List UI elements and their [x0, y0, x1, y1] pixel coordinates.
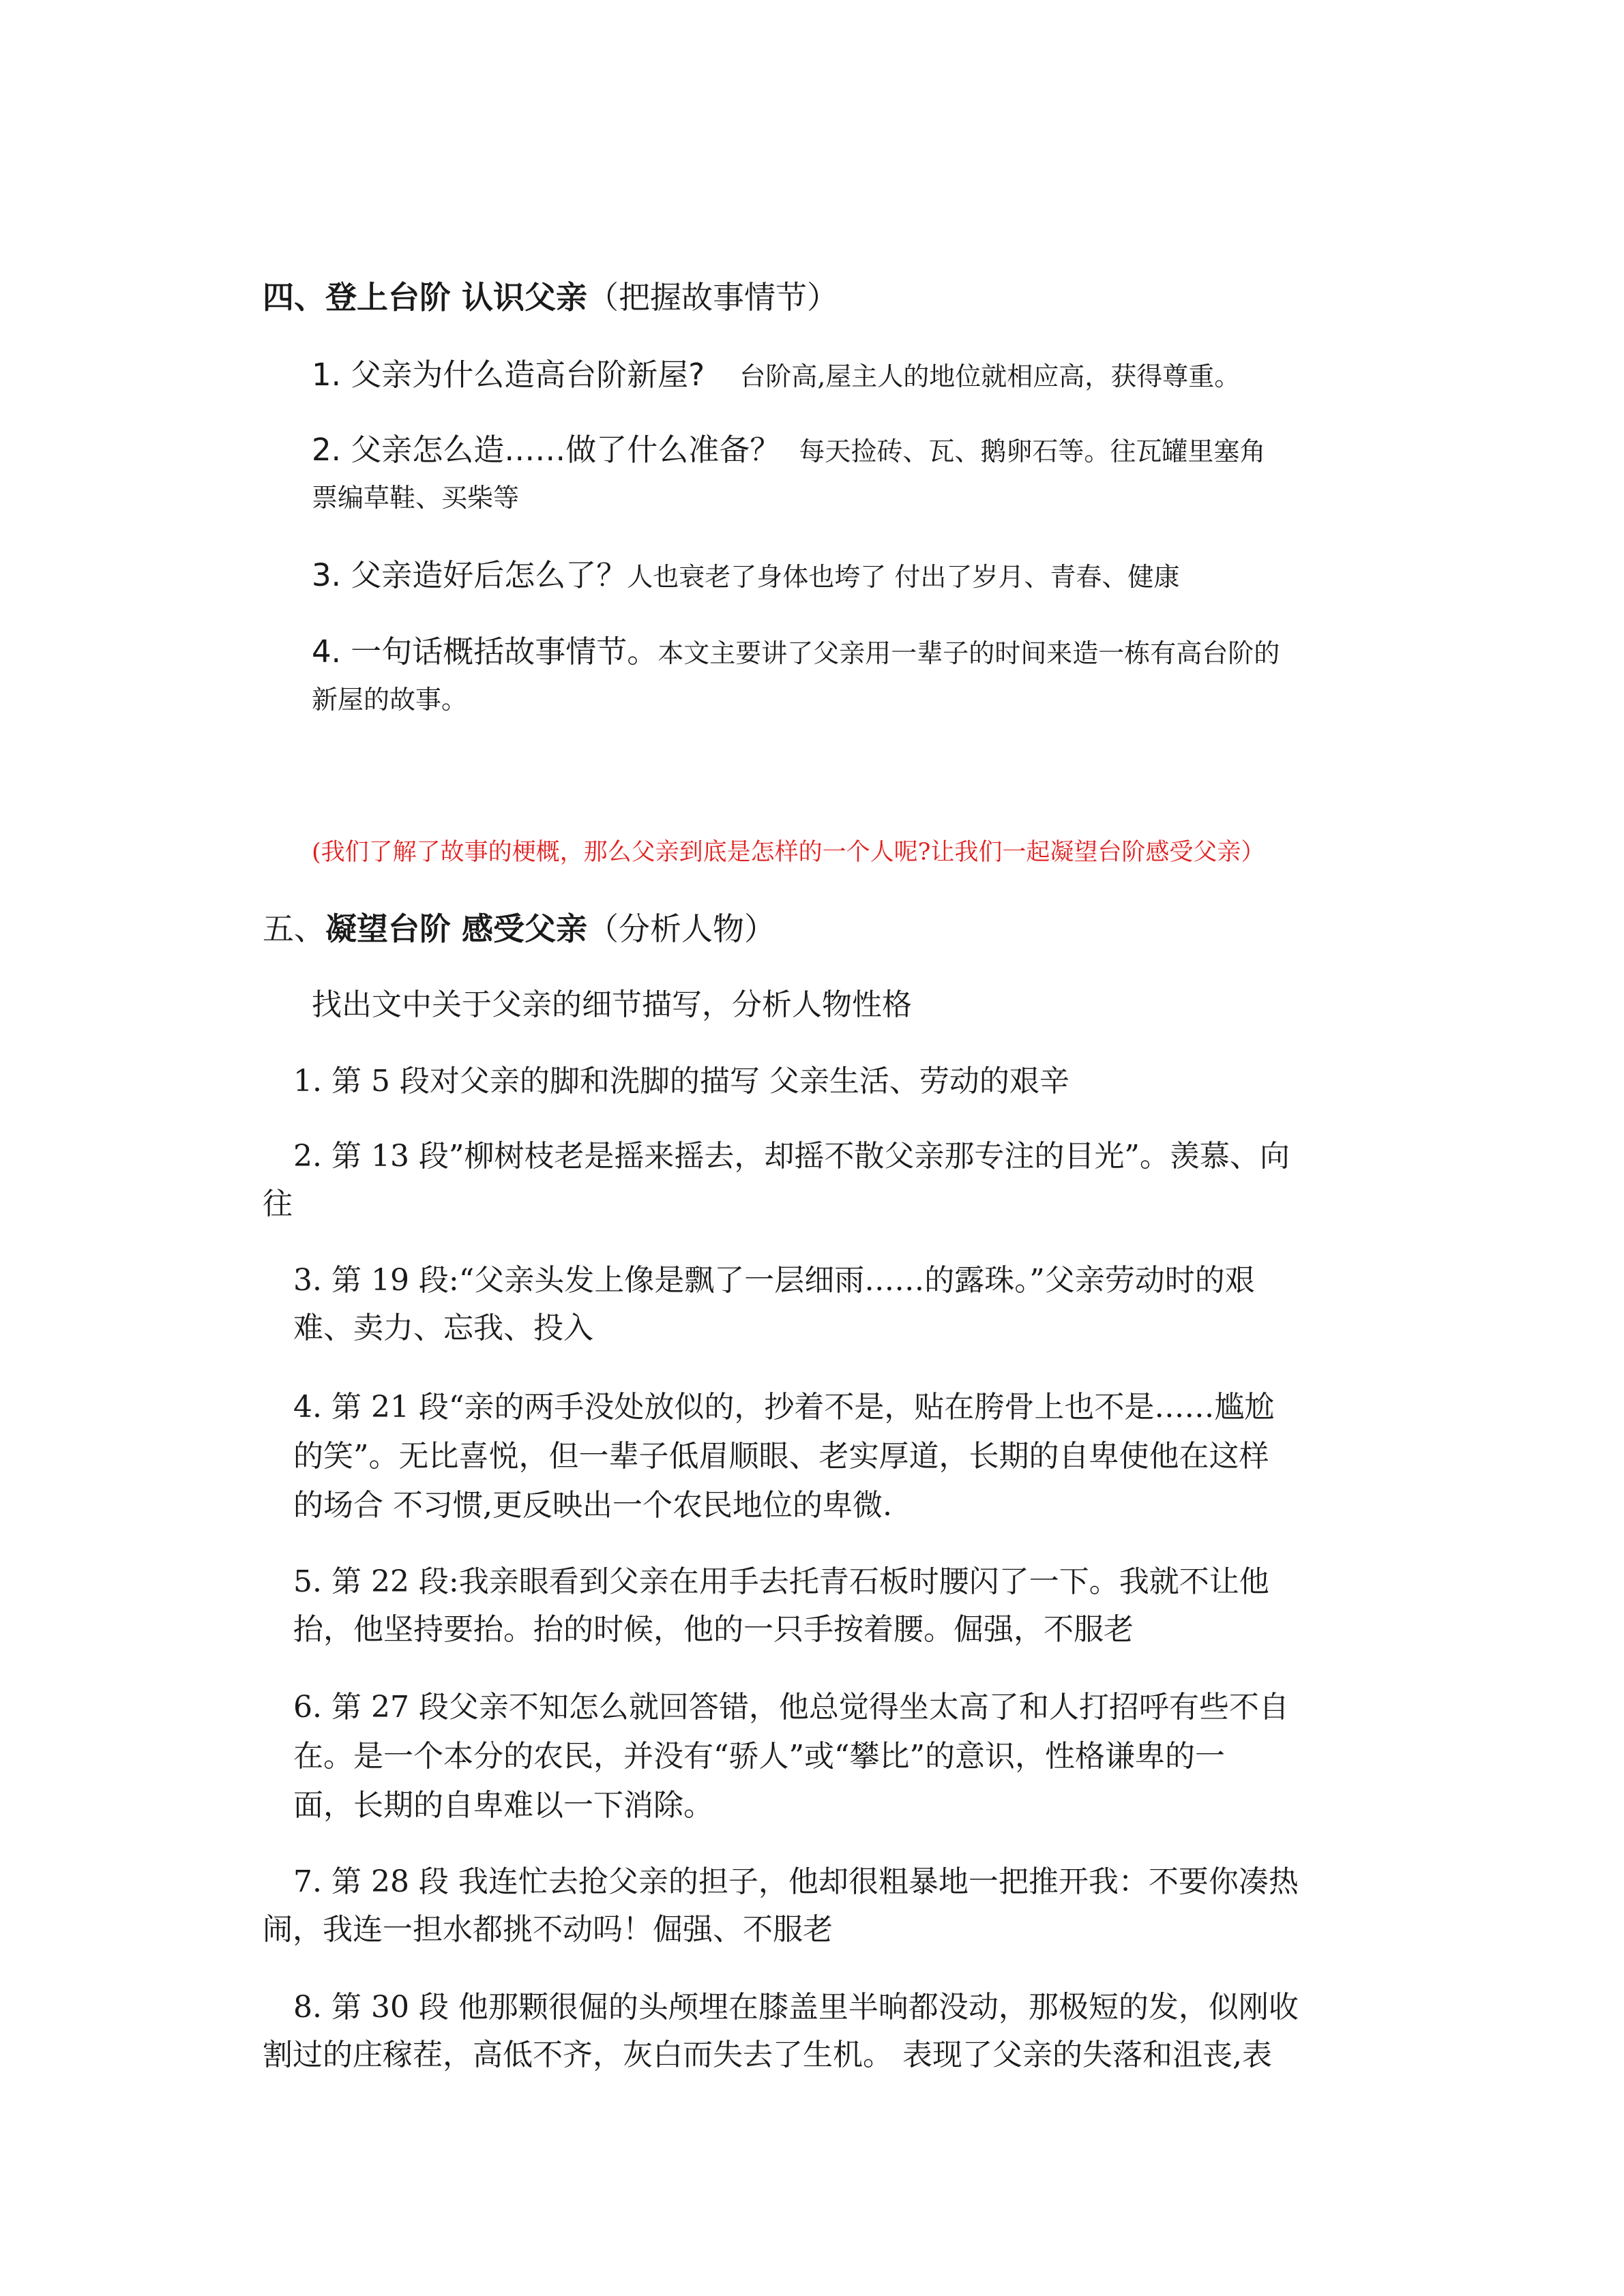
s5-item-8-line-2: 割过的庄稼茬，高低不齐，灰白而失去了生机。 表现了父亲的失落和沮丧,表	[263, 2038, 1272, 2072]
s5-item-2-line-2: 往	[263, 1187, 293, 1221]
section-5-heading-bold: 凝望台阶 感受父亲	[325, 910, 588, 947]
section-4-heading-bold: 四、登上台阶 认识父亲	[263, 279, 588, 316]
s5-item-7-line-2: 闹，我连一担水都挑不动吗！倔强、不服老	[263, 1912, 833, 1947]
s5-item-7-line-1: 7. 第 28 段 我连忙去抢父亲的担子，他却很粗暴地一把推开我：不要你凑热	[293, 1864, 1299, 1899]
s5-item-6-line-1: 6. 第 27 段父亲不知怎么就回答错，他总觉得坐太高了和人打招呼有些不自	[293, 1690, 1289, 1725]
s5-item-4-line-1: 4. 第 21 段“亲的两手没处放似的，抄着不是，贴在胯骨上也不是……尴尬	[293, 1390, 1275, 1425]
s5-item-3-line-2: 难、卖力、忘我、投入	[293, 1311, 593, 1345]
s5-item-4-line-2: 的笑”。无比喜悦，但一辈子低眉顺眼、老实厚道，长期的自卑使他在这样	[293, 1439, 1269, 1474]
transition-note: (我们了解了故事的梗概，那么父亲到底是怎样的一个人呢?让我们一起凝望台阶感受父亲）	[312, 839, 1265, 866]
s4-item-4	[312, 627, 1280, 678]
section-5-intro: 找出文中关于父亲的细节描写，分析人物性格	[312, 987, 912, 1022]
section-5-heading	[263, 904, 776, 953]
section-5-heading-prefix: 五、	[263, 910, 325, 947]
section-5-heading-rest: （分析人物）	[587, 910, 776, 947]
section-4-heading-rest: （把握故事情节）	[587, 279, 839, 316]
s5-item-2-line-1: 2. 第 13 段”柳树枝老是摇来摇去，却摇不散父亲那专注的目光”。羡慕、向	[293, 1139, 1290, 1174]
s5-item-8-line-1: 8. 第 30 段 他那颗很倔的头颅埋在膝盖里半晌都没动，那极短的发，似刚收	[293, 1990, 1299, 2025]
s5-item-4-line-3: 的场合 不习惯,更反映出一个农民地位的卑微.	[293, 1488, 892, 1523]
s4-item-1-answer: 台阶高,屋主人的地位就相应高，获得尊重。	[739, 361, 1241, 391]
s5-item-6-line-3: 面，长期的自卑难以一下消除。	[293, 1788, 713, 1823]
s4-item-4-answer-cont: 新屋的故事。	[312, 685, 468, 715]
s4-item-1-question: 1. 父亲为什么造高台阶新屋?	[312, 357, 705, 393]
s4-item-2-answer-cont: 票编草鞋、买柴等	[312, 483, 520, 513]
s4-item-4-answer: 本文主要讲了父亲用一辈子的时间来造一栋有高台阶的	[658, 638, 1280, 668]
s4-item-2-question: 2. 父亲怎么造……做了什么准备？	[312, 432, 781, 468]
s4-item-3-answer: 人也衰老了身体也垮了 付出了岁月、青春、健康	[627, 562, 1180, 592]
s5-item-5-line-2: 抬，他坚持要抬。抬的时候，他的一只手按着腰。倔强，不服老	[293, 1612, 1134, 1647]
s4-item-2-answer: 每天捡砖、瓦、鹅卵石等。往瓦罐里塞角	[799, 436, 1266, 466]
s5-item-3-line-1: 3. 第 19 段:“父亲头发上像是飘了一层细雨……的露珠。”父亲劳动时的艰	[293, 1263, 1255, 1298]
s4-item-1	[312, 351, 1240, 401]
s4-item-3-question: 3. 父亲造好后怎么了？	[312, 557, 628, 593]
s5-item-1-line-1: 1. 第 5 段对父亲的脚和洗脚的描写 父亲生活、劳动的艰辛	[293, 1064, 1069, 1099]
s4-item-3	[312, 551, 1179, 601]
s5-item-5-line-1: 5. 第 22 段:我亲眼看到父亲在用手去托青石板时腰闪了一下。我就不让他	[293, 1564, 1269, 1599]
s4-item-4-question: 4. 一句话概括故事情节。	[312, 633, 658, 670]
s5-item-6-line-2: 在。是一个本分的农民，并没有“骄人”或“攀比”的意识，性格谦卑的一	[293, 1739, 1225, 1774]
s4-item-2	[312, 426, 1265, 476]
section-4-heading	[263, 273, 838, 322]
